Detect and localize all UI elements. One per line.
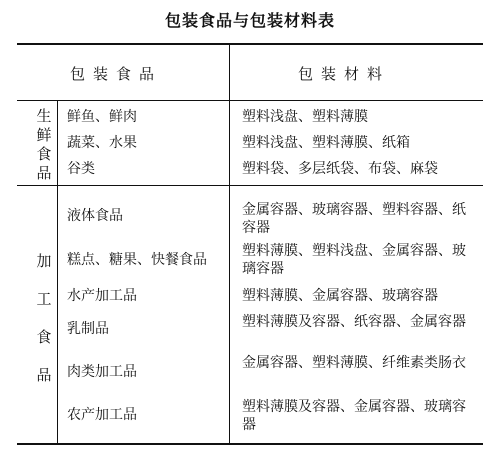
food-item: 肉类加工品: [67, 364, 137, 380]
table-title: 包装食品与包装材料表: [164, 11, 335, 30]
food-item: 水产加工品: [67, 288, 137, 304]
header-material: 包装材料: [298, 65, 391, 83]
material-item: 塑料浅盘、塑料薄膜、纸箱: [242, 135, 410, 151]
food-item: 农产加工品: [67, 407, 137, 423]
header-food: 包装食品: [70, 65, 163, 83]
header-rule: [17, 100, 483, 101]
material-item: 塑料薄膜及容器、纸容器、金属容器: [242, 314, 466, 330]
group-label-divider: [57, 101, 58, 444]
material-item: 塑料袋、多层纸袋、布袋、麻袋: [242, 161, 438, 177]
material-item: 塑料薄膜及容器、金属容器、玻璃容器: [242, 399, 466, 433]
food-item: 液体食品: [67, 208, 123, 224]
material-item: 塑料薄膜、塑料浅盘、金属容器、玻璃容器: [242, 243, 466, 277]
group-label-fresh: 生 鲜 食 品: [36, 107, 52, 182]
food-item: 糕点、糖果、快餐食品: [67, 252, 207, 268]
material-item: 金属容器、塑料薄膜、纤维素类肠衣: [242, 355, 466, 371]
column-divider: [229, 44, 230, 444]
group-label-processed: 加 工 食 品: [36, 252, 52, 384]
food-item: 谷类: [67, 161, 95, 177]
material-item: 金属容器、玻璃容器、塑料容器、纸容器: [242, 202, 466, 236]
food-item: 鲜鱼、鲜肉: [67, 109, 137, 125]
food-item: 乳制品: [67, 321, 109, 337]
group-divider-rule: [17, 185, 483, 186]
material-item: 塑料浅盘、塑料薄膜: [242, 109, 368, 125]
top-rule: [17, 43, 483, 45]
food-item: 蔬菜、水果: [67, 135, 137, 151]
bottom-rule: [17, 443, 483, 445]
material-item: 塑料薄膜、金属容器、玻璃容器: [242, 288, 438, 304]
